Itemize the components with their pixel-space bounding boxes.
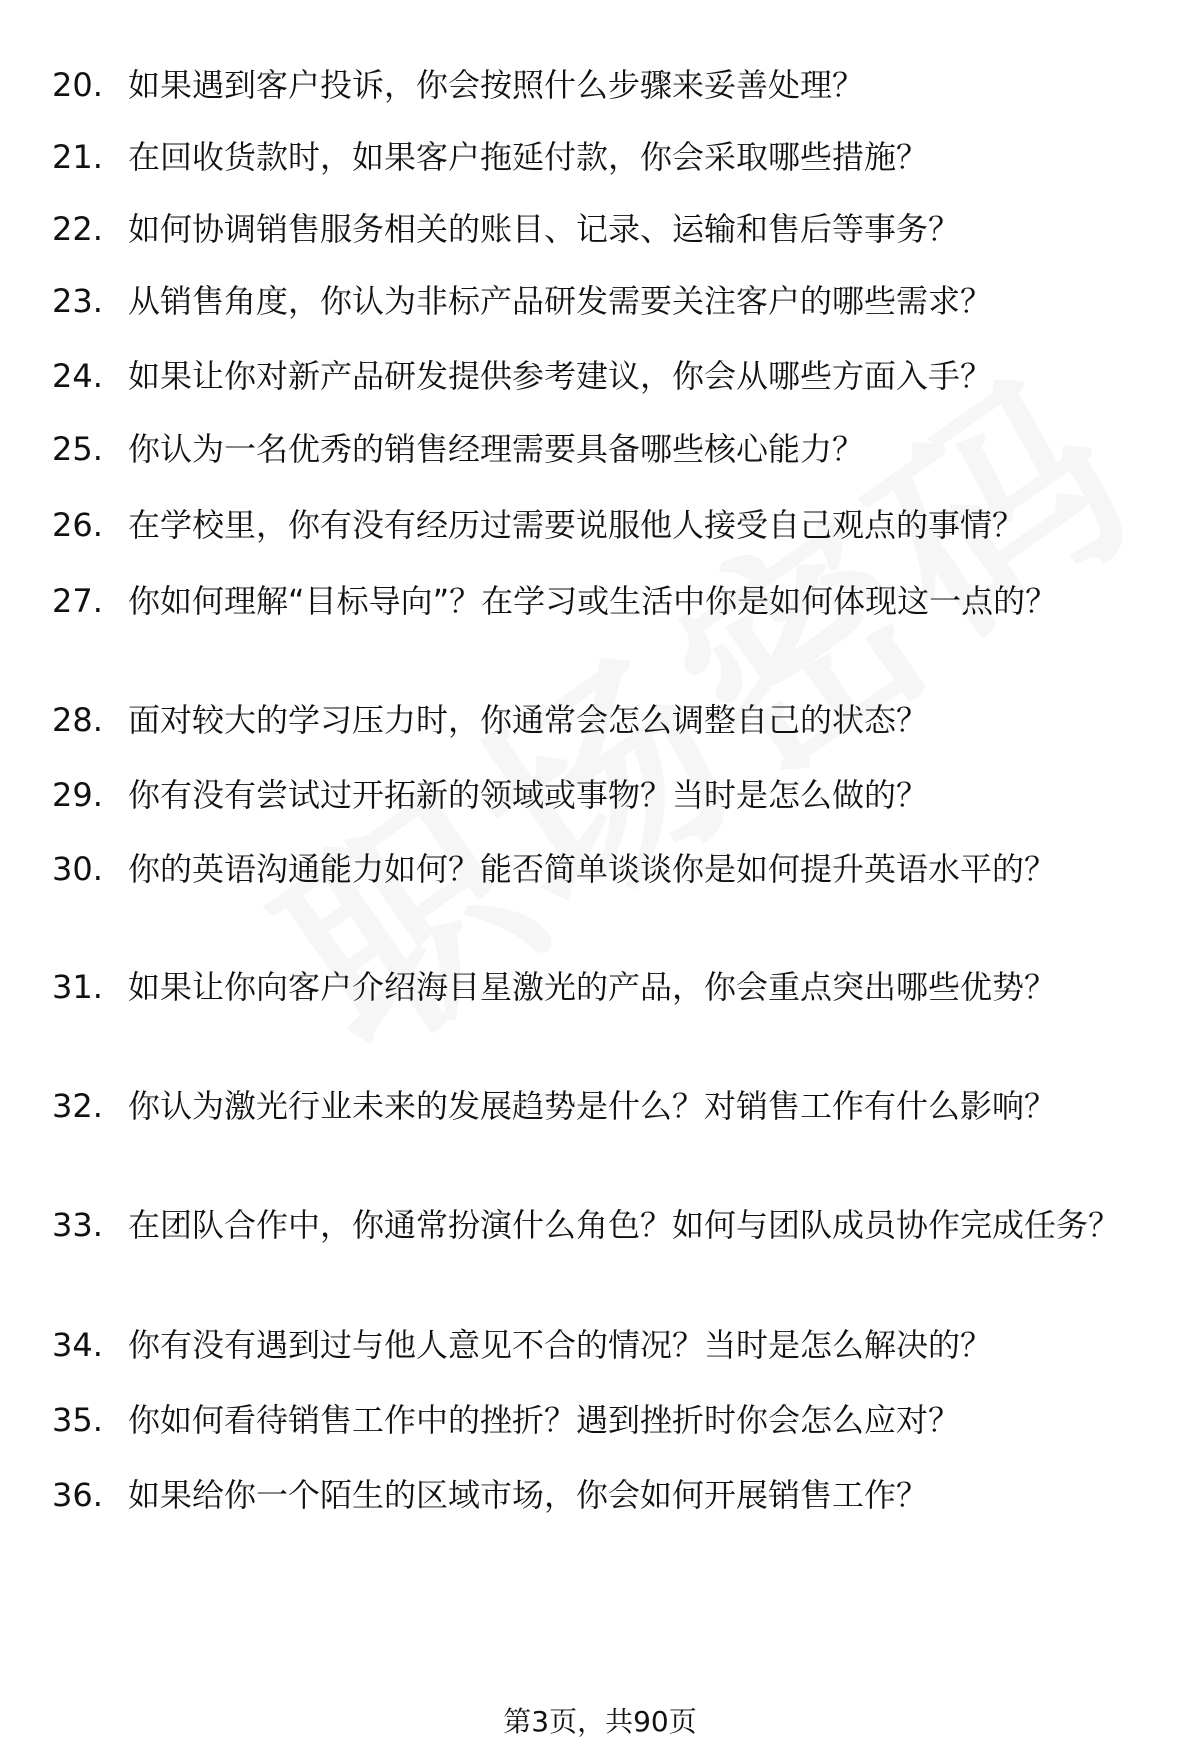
question-item	[52, 1322, 1162, 1368]
question-number: 24.	[52, 357, 103, 395]
question-number: 28.	[52, 701, 103, 739]
question-number: 22.	[52, 210, 103, 248]
page-footer: 第3页，共90页	[503, 1705, 697, 1738]
question-number: 21.	[52, 138, 103, 176]
question-item	[52, 206, 1162, 252]
question-item	[52, 846, 1162, 892]
question-item	[52, 353, 1162, 399]
question-text: 在团队合作中，你通常扮演什么角色？如何与团队成员协作完成任务？	[128, 1206, 1121, 1244]
question-item	[52, 964, 1162, 1010]
question-number: 36.	[52, 1476, 103, 1514]
question-text: 你如何理解“目标导向”？在学习或生活中你是如何体现这一点的？	[128, 582, 1058, 620]
question-number: 27.	[52, 582, 103, 620]
question-text: 你的英语沟通能力如何？能否简单谈谈你是如何提升英语水平的？	[128, 850, 1057, 888]
question-item	[52, 502, 1162, 548]
question-item	[52, 1083, 1162, 1129]
question-text: 你认为一名优秀的销售经理需要具备哪些核心能力？	[128, 430, 865, 468]
question-text: 你有没有遇到过与他人意见不合的情况？当时是怎么解决的？	[128, 1326, 993, 1364]
question-number: 33.	[52, 1206, 103, 1244]
question-text: 如果让你向客户介绍海目星激光的产品，你会重点突出哪些优势？	[128, 968, 1057, 1006]
question-item	[52, 1397, 1162, 1443]
question-text: 如果遇到客户投诉，你会按照什么步骤来妥善处理？	[128, 66, 865, 104]
question-text: 如何协调销售服务相关的账目、记录、运输和售后等事务？	[128, 210, 961, 248]
question-item	[52, 772, 1162, 818]
question-item	[52, 578, 1162, 624]
question-text: 从销售角度，你认为非标产品研发需要关注客户的哪些需求？	[128, 282, 993, 320]
question-text: 在回收货款时，如果客户拖延付款，你会采取哪些措施？	[128, 138, 929, 176]
question-text: 你认为激光行业未来的发展趋势是什么？对销售工作有什么影响？	[128, 1087, 1057, 1125]
question-item	[52, 1472, 1162, 1518]
question-number: 32.	[52, 1087, 103, 1125]
question-text: 面对较大的学习压力时，你通常会怎么调整自己的状态？	[128, 701, 929, 739]
question-number: 26.	[52, 506, 103, 544]
question-item	[52, 1202, 1162, 1248]
question-number: 23.	[52, 282, 103, 320]
question-number: 35.	[52, 1401, 103, 1439]
question-number: 30.	[52, 850, 103, 888]
question-number: 29.	[52, 776, 103, 814]
question-text: 你如何看待销售工作中的挫折？遇到挫折时你会怎么应对？	[128, 1401, 961, 1439]
question-item	[52, 426, 1162, 472]
question-item	[52, 134, 1162, 180]
question-text: 如果让你对新产品研发提供参考建议，你会从哪些方面入手？	[128, 357, 993, 395]
question-item	[52, 278, 1162, 324]
question-item	[52, 697, 1162, 743]
question-text: 如果给你一个陌生的区域市场，你会如何开展销售工作？	[128, 1476, 929, 1514]
question-number: 20.	[52, 66, 103, 104]
question-text: 在学校里，你有没有经历过需要说服他人接受自己观点的事情？	[128, 506, 1025, 544]
question-item	[52, 62, 1162, 108]
question-number: 34.	[52, 1326, 103, 1364]
question-number: 25.	[52, 430, 103, 468]
question-text: 你有没有尝试过开拓新的领域或事物？当时是怎么做的？	[128, 776, 929, 814]
question-number: 31.	[52, 968, 103, 1006]
